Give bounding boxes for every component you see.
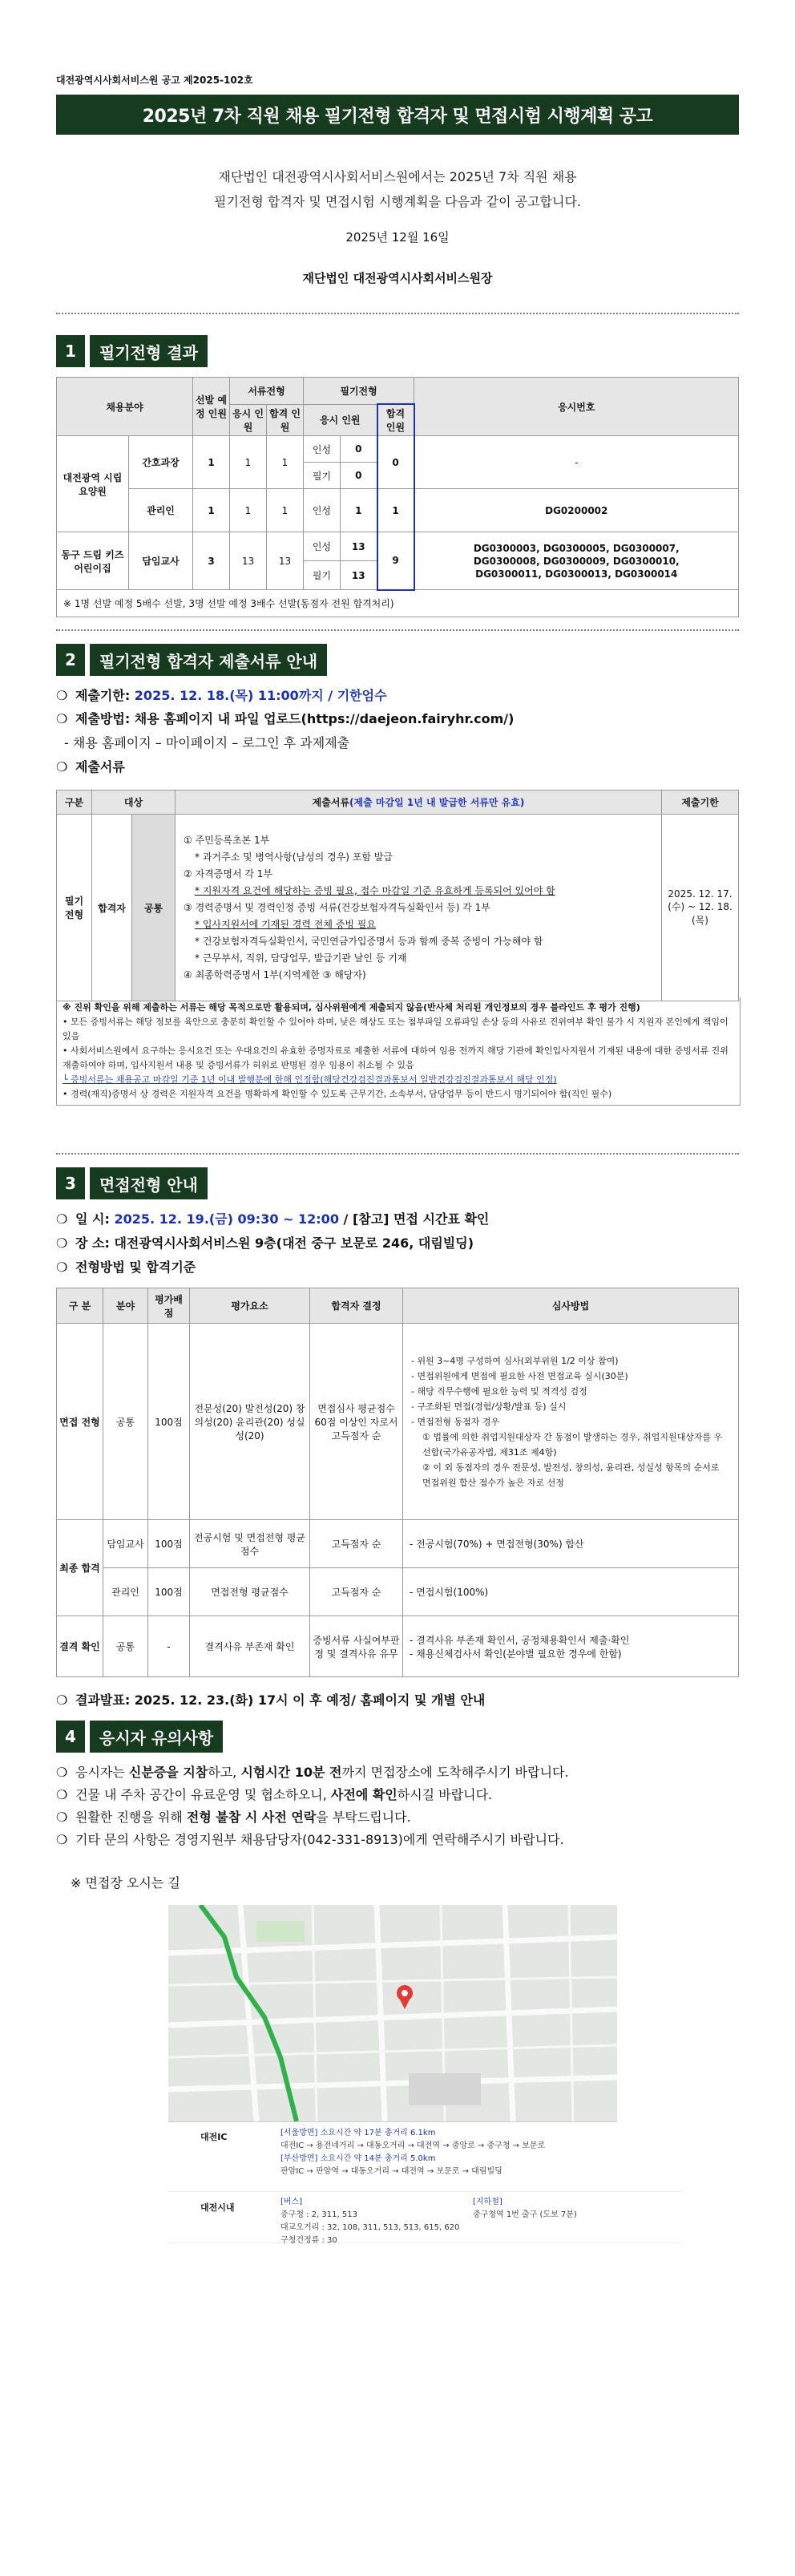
subway-label: [지하철]	[473, 2198, 502, 2206]
method-line: ② 이 외 동점자의 경우 전문성, 발전성, 창의성, 윤리관, 성실성 항목의 순서로 면접위원 합산 점수가 높은 자로 선정	[422, 1462, 720, 1488]
doc-apply-cell: 13	[230, 532, 267, 590]
header-field: 채용분야	[57, 378, 193, 436]
notice-text: 까지 면접장소에 도착해주시기 바랍니다.	[341, 1765, 569, 1780]
elements-cell: 전문성(20) 발전성(20) 창의성(20) 윤리관(20) 성실성(20)	[190, 1324, 310, 1520]
written-apply-cell: 13	[341, 561, 377, 590]
section-title: 필기전형 합격자 제출서류 안내	[90, 644, 327, 676]
doc-line: * 지원자격 요건에 해당하는 증빙 필요, 접수 마감일 기준 유효하게 등록되어 있어야 함	[195, 884, 555, 896]
score-cell: 100점	[148, 1324, 190, 1520]
header-decision: 합격자 결정	[310, 1288, 403, 1324]
common-cell: 공통	[132, 815, 176, 1001]
directions-row	[168, 2193, 681, 2243]
target-cell: 합격자	[92, 815, 132, 1001]
inseong-label: 인성	[304, 436, 341, 463]
directions-line: 판암IC → 판암역 → 대동오거리 → 대전역 → 보문로 → 대림빌딩	[280, 2167, 502, 2176]
submit-deadline: ❍ 제출기한: 2025. 12. 18.(목) 11:00까지 / 기한엄수	[56, 688, 387, 703]
elements-cell: 전공시험 및 면접전형 평균점수	[190, 1520, 310, 1568]
header-doc-apply: 응시 인원	[230, 404, 267, 436]
method-line: - 면접위원에게 면접에 필요한 사전 면접교육 실시(30분)	[411, 1370, 628, 1381]
written-pass-cell: 9	[377, 532, 414, 590]
written-apply-cell: 1	[341, 489, 377, 532]
intro-line-2: 필기전형 합격자 및 면접시험 시행계획을 다음과 같이 공고합니다.	[213, 194, 581, 209]
method-label: 전형방법 및 합격기준	[75, 1260, 196, 1275]
doc-note: ※ 진위 확인을 위해 제출하는 서류는 해당 목적으로만 활용되며, 심사위원에게 제출되지 않음(반사체 처리된 개인정보의 경우 블라인드 후 평가 진행)	[63, 1002, 640, 1013]
section-number: 1	[56, 335, 85, 367]
notice-bold: 신분증을 지참	[128, 1765, 208, 1780]
written-results-table	[56, 377, 739, 617]
notice-item: ❍ 원활한 진행을 위해 전형 불참 시 사전 연락을 부탁드립니다.	[56, 1810, 411, 1825]
method-line: - 구조화된 면접(경험/상황/발표 등) 실시	[411, 1401, 567, 1412]
doc-pass-cell: 1	[267, 489, 304, 532]
doc-line: ④ 최종학력증명서 1부(지역제한 ③ 해당자)	[184, 969, 366, 981]
divider	[56, 629, 739, 631]
results-note: ※ 1명 선발 예정 5배수 선발, 3명 선발 예정 3배수 선발(동점자 전원 합격처리)	[57, 590, 739, 617]
subway-line: 중구청역 1번 출구 (도보 7분)	[473, 2210, 577, 2219]
doc-note: • 사회서비스원에서 요구하는 응시요건 또는 우대요건의 유효한 증명자료로 제출한 서류에 대하여 임용 전까지 해당 기관에 확인입사지원서 기재된 내용에 대한 증빙서류 진위 재출하여야 하며, 입사지원서 내용 및 증빙서류가 허위로 판명된 경우 임용이 취소될 수 있음	[63, 1045, 728, 1070]
job-cell: 관리인	[129, 489, 193, 532]
method-line: - 채용신체검사서 확인(분야별 필요한 경우에 한함)	[410, 1648, 622, 1660]
disq-cell: 결격 확인	[57, 1616, 103, 1677]
written-apply-cell: 0	[341, 436, 377, 463]
submit-docs: ❍ 제출서류	[56, 759, 125, 774]
docs-label: 제출서류	[75, 759, 125, 774]
exam-no-cell	[414, 532, 739, 590]
method-label: 제출방법: 채용 홈페이지 내 파일 업로드(https://daejeon.fairyhr.com/)	[75, 711, 515, 726]
divider	[56, 1153, 739, 1155]
notice-date: 2025년 12월 16일	[345, 230, 450, 245]
method-cell: - 면접시험(100%)	[403, 1568, 739, 1616]
select-cell: 3	[193, 532, 230, 590]
score-cell: -	[148, 1616, 190, 1677]
notice-bold: 전형 불참 시 사전 연락	[186, 1810, 317, 1825]
section-title: 응시자 유의사항	[90, 1721, 223, 1753]
written-apply-cell: 13	[341, 532, 377, 561]
header-doc: 서류전형	[230, 378, 304, 405]
deadline-value: 2025. 12. 18.(목) 11:00까지 / 기한엄수	[134, 688, 387, 703]
bus-text	[280, 2196, 459, 2247]
documents-notes	[56, 997, 741, 1106]
org-cell: 동구 드림 키즈어린이집	[57, 532, 129, 590]
interview-place: ❍ 장 소: 대전광역시사회서비스원 9층(대전 중구 보문로 246, 대림빌딩)	[56, 1235, 474, 1251]
interview-table	[56, 1288, 739, 1677]
decision-cell: 고득점자 순	[310, 1520, 403, 1568]
directions-line: [서울방면] 소요시간 약 17분 총거리 6.1km	[280, 2129, 436, 2137]
header-docs	[176, 791, 662, 815]
method-line: - 해당 직무수행에 필요한 능력 및 적격성 검정	[411, 1385, 587, 1397]
written-apply-cell: 0	[341, 463, 377, 489]
intro-text	[56, 164, 739, 214]
header-select: 선발 예정 인원	[193, 378, 230, 436]
place-label: 장 소: 대전광역시사회서비스원 9층(대전 중구 보문로 246, 대림빌딩)	[75, 1235, 474, 1251]
bus-line: 대교오거리 : 32, 108, 311, 513, 513, 615, 620	[280, 2223, 460, 2232]
doc-note: └ 증빙서류는 채용공고 마감일 기준 1년 이내 발행분에 한해 인정함(해당건강검진결과통보서 일반건강검진결과통보서 해당 인정)	[63, 1074, 557, 1085]
header-written-pass: 합격 인원	[377, 404, 414, 436]
job-cell: 간호과장	[129, 436, 193, 489]
field-cell: 담임교사	[103, 1520, 148, 1568]
interview-cell: 면접 전형	[57, 1324, 103, 1520]
section-number: 3	[56, 1167, 85, 1199]
bus-label: [버스]	[280, 2198, 303, 2206]
date-label: 일 시:	[75, 1211, 115, 1227]
header-written-apply: 응시 인원	[304, 404, 377, 436]
map-graphic	[168, 1905, 617, 2121]
section-title: 필기전형 결과	[90, 335, 208, 367]
doc-line: * 입사지원서에 기재된 경력 전체 증빙 필요	[195, 918, 376, 930]
written-pass-cell: 1	[377, 489, 414, 532]
exam-no-line: DG0300003, DG0300005, DG0300007,	[473, 542, 680, 554]
section-1-heading	[56, 335, 208, 367]
interview-date: ❍ 일 시: 2025. 12. 19.(금) 09:30 ~ 12:00 / [참고] 면접 시간표 확인	[56, 1211, 490, 1227]
subway-text	[473, 2196, 577, 2222]
doc-line: ② 자격증명서 각 1부	[184, 867, 272, 880]
directions-label: 대전IC	[200, 2132, 228, 2142]
header-method: 심사방법	[403, 1288, 739, 1324]
exam-no-cell: -	[414, 436, 739, 489]
notice-text: 원활한 진행을 위해	[75, 1810, 187, 1825]
notice-text: 기타 문의 사항은 경영지원부 채용담당자(042-331-8913)에게 연락해주시기 바랍니다.	[75, 1832, 564, 1847]
intro-line-1: 재단법인 대전광역시사회서비스원에서는 2025년 7차 직원 채용	[218, 169, 577, 184]
job-cell: 담임교사	[129, 532, 193, 590]
method-cell: - 전공시험(70%) + 면접전형(30%) 합산	[403, 1520, 739, 1568]
method-line: - 결격사유 부존재 확인서, 공정채용확인서 제출·확인	[410, 1634, 630, 1646]
documents-table	[56, 790, 739, 1001]
notice-text: 건물 내 주차 공간이 유료운영 및 협소하오니,	[75, 1787, 331, 1802]
notice-text: 하시길 바랍니다.	[397, 1787, 493, 1802]
notice-bold: 사전에 확인	[330, 1787, 398, 1802]
result-label: 결과발표: 2025. 12. 23.(화) 17시 이 후 예정/ 홈페이지 및 개별 안내	[75, 1692, 486, 1708]
method-cell	[403, 1616, 739, 1677]
section-number: 4	[56, 1721, 85, 1753]
location-map[interactable]	[168, 1905, 617, 2121]
notice-item: ❍ 응시자는 신분증을 지참하고, 시험시간 10분 전까지 면접장소에 도착해주시기 바랍니다.	[56, 1765, 569, 1780]
directions-label: 대전시내	[200, 2202, 235, 2213]
pilgi-label: 필기	[304, 463, 341, 489]
section-4-heading	[56, 1721, 223, 1753]
section-title: 면접전형 안내	[90, 1167, 208, 1199]
header-type: 구 분	[57, 1288, 103, 1324]
doc-line: ③ 경력증명서 및 경력인정 증빙 서류(건강보험자격득실확인서 등) 각 1부	[184, 901, 490, 913]
method-line: - 면접전형 동점자 경우	[411, 1416, 500, 1427]
decision-cell: 고득점자 순	[310, 1568, 403, 1616]
date-extra: / [참고] 면접 시간표 확인	[338, 1211, 490, 1227]
header-docs-label: 제출서류	[312, 797, 350, 808]
field-cell: 공통	[103, 1324, 148, 1520]
header-doc-pass: 합격 인원	[267, 404, 304, 436]
notice-item: ❍ 건물 내 주차 공간이 유료운영 및 협소하오니, 사전에 확인하시길 바랍니다.	[56, 1787, 493, 1802]
score-cell: 100점	[148, 1520, 190, 1568]
notice-item: ❍ 기타 문의 사항은 경영지원부 채용담당자(042-331-8913)에게 연락해주시기 바랍니다.	[56, 1832, 564, 1847]
doc-pass-cell: 1	[267, 436, 304, 489]
divider	[56, 313, 739, 314]
org-cell: 대전광역 시립요양원	[57, 436, 129, 532]
directions-row	[168, 2122, 681, 2192]
doc-note: • 경력(재직)증명서 상 경력은 지원자격 요건을 명확하게 확인할 수 있도록 근무기간, 소속부서, 담당업무 등이 반드시 명기되어야 함(직인 필수)	[63, 1089, 612, 1099]
select-cell: 1	[193, 489, 230, 532]
header-score: 평가배점	[148, 1288, 190, 1324]
pilgi-label: 필기	[304, 561, 341, 590]
submit-method: ❍ 제출방법: 채용 홈페이지 내 파일 업로드(https://daejeon.fairyhr.com/)	[56, 711, 515, 726]
score-cell: 100점	[148, 1568, 190, 1616]
decision-cell: 증빙서류 사실여부판정 및 결격사유 유무	[310, 1616, 403, 1677]
directions-line: 대전IC → 용전네거리 → 대동오거리 → 대전역 → 중앙로 → 중구청 → 보문로	[280, 2141, 546, 2150]
directions-legend	[168, 2121, 617, 2245]
notice-text: 응시자는	[75, 1765, 129, 1780]
doc-note: • 모든 증빙서류는 해당 정보를 육안으로 충분히 확인할 수 있어야 하며, 낮은 해상도 또는 첨부파일 오류파일 손상 등의 사유로 진위여부 확인 불가 시 지원자 본인에게 책임이 있음	[63, 1017, 728, 1041]
header-exam-no: 응시번호	[414, 378, 739, 436]
written-pass-cell: 0	[377, 436, 414, 489]
inseong-label: 인성	[304, 489, 341, 532]
type-cell: 필기 전형	[57, 815, 92, 1001]
decision-cell: 면접심사 평균점수 60점 이상인 자로서 고득점자 순	[310, 1324, 403, 1520]
header-deadline: 제출기한	[662, 791, 739, 815]
field-cell: 관리인	[103, 1568, 148, 1616]
notice-bold: 시험시간 10분 전	[240, 1765, 342, 1780]
header-elements: 평가요소	[190, 1288, 310, 1324]
section-2-heading	[56, 644, 327, 676]
doc-apply-cell: 1	[230, 436, 267, 489]
header-target: 대상	[92, 791, 176, 815]
interview-method: ❍ 전형방법 및 합격기준	[56, 1260, 196, 1275]
notice-text: 하고,	[208, 1765, 241, 1780]
submit-method-sub: - 채용 홈페이지 – 마이페이지 – 로그인 후 과제제출	[64, 735, 350, 750]
doc-apply-cell: 1	[230, 489, 267, 532]
method-line: - 위원 3~4명 구성하여 심사(외부위원 1/2 이상 참여)	[411, 1355, 619, 1366]
section-3-heading	[56, 1167, 208, 1199]
header-field: 분야	[103, 1288, 148, 1324]
doc-line: * 근무부서, 직위, 담당업무, 발급기관 날인 등 기재	[195, 952, 407, 964]
doc-line: * 과거주소 및 병역사항(남성의 경우) 포함 발급	[195, 851, 393, 863]
doc-line: * 건강보험자격득실확인서, 국민연금가입증명서 등과 함께 중복 증빙이 가능해야 함	[195, 935, 543, 947]
notice-number: 대전광역시사회서비스원 공고 제2025-102호	[56, 75, 253, 86]
select-cell: 1	[193, 436, 230, 489]
doc-pass-cell: 13	[267, 532, 304, 590]
field-cell: 공통	[103, 1616, 148, 1677]
date-value: 2025. 12. 19.(금) 09:30 ~ 12:00	[114, 1211, 339, 1227]
directions-line: [부산방면] 소요시간 약 14분 총거리 5.0km	[280, 2154, 436, 2163]
header-written: 필기전형	[304, 378, 414, 405]
section-number: 2	[56, 644, 85, 676]
deadline-cell: 2025. 12. 17.(수) ~ 12. 18.(목)	[662, 815, 739, 1001]
inseong-label: 인성	[304, 532, 341, 561]
exam-no-line: DG0300011, DG0300013, DG0300014	[475, 568, 678, 580]
exam-no-cell: DG0200002	[414, 489, 739, 532]
page-title: 2025년 7차 직원 채용 필기전형 합격자 및 면접시험 시행계획 공고	[56, 95, 739, 135]
bus-line: 중구청 : 2, 311, 513	[280, 2210, 357, 2219]
final-cell: 최종 합격	[57, 1520, 103, 1616]
header-type: 구분	[57, 791, 92, 815]
result-announcement: ❍ 결과발표: 2025. 12. 23.(화) 17시 이 후 예정/ 홈페이지 및 개별 안내	[56, 1692, 486, 1708]
doc-line: ① 주민등록초본 1부	[184, 834, 270, 846]
issuer: 재단법인 대전광역시사회서비스원장	[302, 271, 493, 285]
doc-list	[176, 815, 662, 1001]
method-line: ① 법률에 의한 취업지원대상자 간 동점이 발생하는 경우, 취업지원대상자를 우선함(국가유공자법, 제31조 제4항)	[422, 1431, 723, 1458]
map-caption: ※ 면접장 오시는 길	[71, 1875, 180, 1891]
elements-cell: 면접전형 평균점수	[190, 1568, 310, 1616]
elements-cell: 결격사유 부존재 확인	[190, 1616, 310, 1677]
notice-text: 을 부탁드립니다.	[316, 1810, 411, 1825]
exam-no-line: DG0300008, DG0300009, DG0300010,	[473, 555, 680, 567]
deadline-label: 제출기한:	[75, 688, 135, 703]
header-docs-note: (제출 마감일 1년 내 발급한 서류만 유효)	[349, 797, 525, 808]
directions-text	[280, 2127, 545, 2178]
bus-line: 구청건정류 : 30	[280, 2236, 337, 2245]
method-list	[403, 1324, 739, 1520]
